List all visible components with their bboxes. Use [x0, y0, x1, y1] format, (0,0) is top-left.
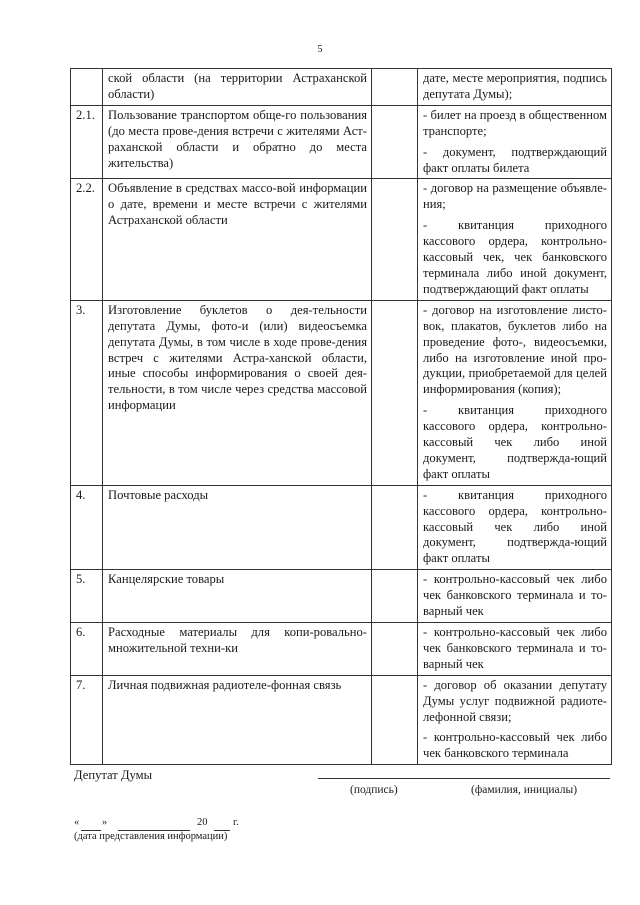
empty-cell — [372, 485, 418, 570]
table-row — [71, 623, 612, 676]
empty-cell — [372, 105, 418, 179]
date-suffix: г. — [233, 817, 239, 828]
expense-name-cell — [103, 300, 372, 485]
expenses-table — [70, 68, 612, 765]
documents-cell — [418, 300, 612, 485]
row-number: 7. — [71, 675, 103, 765]
expense-name: Канцелярские товары — [108, 572, 225, 587]
documents-cell — [418, 485, 612, 570]
document-item: - договор на размещение объявле-ния; — [423, 181, 607, 212]
table-row — [71, 105, 612, 179]
document-item: - контрольно-кассовый чек либо чек банковского терминала — [423, 730, 607, 761]
table-row — [71, 69, 612, 106]
deputy-label: Депутат Думы — [74, 768, 153, 782]
document-item: дате, месте мероприятия, подпись депутата Думы); — [423, 71, 607, 101]
empty-cell — [372, 300, 418, 485]
empty-cell — [372, 675, 418, 765]
expense-name: ской области (на территории Астраханской области) — [108, 71, 367, 101]
table-row — [71, 570, 612, 623]
name-caption: (фамилия, инициалы) — [471, 784, 578, 796]
expense-name-cell — [103, 623, 372, 676]
expense-name-cell — [103, 675, 372, 765]
document-item: - квитанция приходного кассового ордера, контрольно-кассовый чек либо иной документ, подтвержда-ющий факт оплаты — [423, 487, 607, 566]
expense-name: Почтовые расходы — [108, 487, 209, 502]
row-number — [71, 69, 103, 106]
documents-cell — [418, 570, 612, 623]
document-item: - квитанция приходного кассового ордера, контрольно-кассовый чек либо иной документ, подтвержда-ющий факт оплаты — [423, 403, 607, 481]
table-row — [71, 675, 612, 765]
page-number: 5 — [317, 44, 323, 55]
signature-caption: (подпись) — [350, 784, 398, 796]
expense-name-cell — [103, 570, 372, 623]
document-item: - договор на изготовление листо-вок, плакатов, буклетов либо на проведение фото-, видеосъемки, либо на изготовление иной про-дукции, приобретаемой для целей информирования (копия); — [423, 302, 607, 397]
date-close-quote: » — [102, 817, 108, 828]
row-number: 3. — [71, 300, 103, 485]
empty-cell — [372, 570, 418, 623]
expense-name-cell — [103, 179, 372, 300]
document-item: - документ, подтверждающий факт оплаты билета — [423, 144, 607, 175]
expense-name-cell — [103, 105, 372, 179]
expense-name: Личная подвижная радиотеле-фонная связь — [108, 677, 342, 692]
row-number: 2.1. — [71, 105, 103, 179]
expense-name-cell — [103, 485, 372, 570]
document-item: - контрольно-кассовый чек либо чек банковского терминала и то-варный чек — [423, 572, 607, 619]
document-item: - билет на проезд в общественном транспорте; — [423, 107, 607, 138]
date-year-prefix: 20 — [197, 817, 208, 828]
date-caption: (дата представления информации) — [74, 831, 228, 842]
document-item: - квитанция приходного кассового ордера, контрольно-кассовый чек, чек банковского терминала либо иной документ, подтверждающий факт оплаты — [423, 218, 607, 296]
expense-name-cell — [103, 69, 372, 106]
expense-name: Пользование транспортом обще-го пользования (до места прове-дения встречи с жителями Аст-раханской области и обратно до места жительства) — [108, 107, 367, 170]
table-row — [71, 179, 612, 300]
expense-name: Объявление в средствах массо-вой информации о дате, времени и месте встречи с жителями Астраханской области — [108, 181, 367, 228]
row-number: 6. — [71, 623, 103, 676]
table-row — [71, 485, 612, 570]
row-number: 2.2. — [71, 179, 103, 300]
expense-name: Расходные материалы для копи-ровально-множительной техни-ки — [108, 625, 367, 655]
document-item: - контрольно-кассовый чек либо чек банковского терминала и то-варный чек — [423, 625, 607, 671]
date-open-quote: « — [74, 817, 80, 828]
documents-cell — [418, 623, 612, 676]
row-number: 4. — [71, 485, 103, 570]
empty-cell — [372, 623, 418, 676]
document-item: - договор об оказании депутату Думы услуг подвижной радиоте-лефонной связи; — [423, 677, 607, 724]
expense-name: Изготовление буклетов о дея-тельности депутата Думы, фото-и (или) видеосъемка депутата Думы, в том числе в ходе прове-дения встреч с жителями Астра-ханской области, иные способы информирования о своей дея-тельности, в том числе через средства массовой информации — [108, 302, 367, 413]
empty-cell — [372, 69, 418, 106]
documents-cell — [418, 675, 612, 765]
row-number: 5. — [71, 570, 103, 623]
documents-cell — [418, 105, 612, 179]
table-row — [71, 300, 612, 485]
documents-cell — [418, 69, 612, 106]
signature-line — [318, 778, 610, 779]
empty-cell — [372, 179, 418, 300]
documents-cell — [418, 179, 612, 300]
